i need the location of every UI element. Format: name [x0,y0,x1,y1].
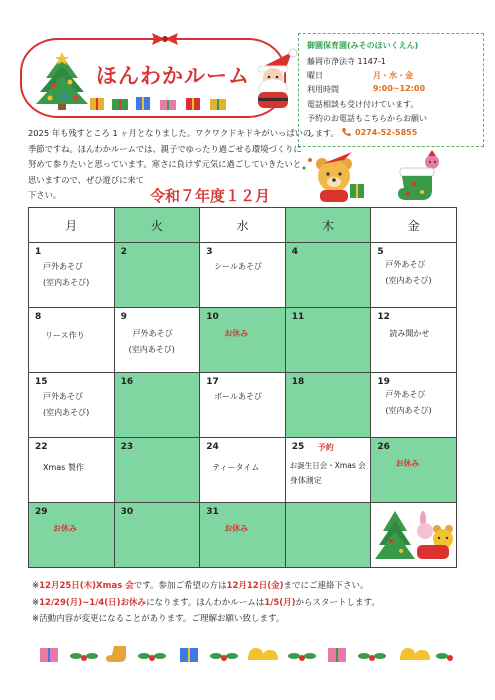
day-number: 26 [377,442,390,452]
calendar-cell [200,373,286,438]
calendar-cell [114,373,200,438]
activity: 戸外あそび [132,329,173,338]
phone-icon [341,127,351,137]
holly-icon [288,653,316,661]
calendar-cell [371,503,457,568]
days-value: 月・水・金 [373,71,413,80]
header-mon: 月 [29,208,115,243]
day-number: 2 [120,247,127,257]
note-2: ※12/29(月)~1/4(日)お休みになります。ほんわかルームは1/5(月)からスタートします。 [32,597,380,608]
activity-note: (室内あそび) [385,276,432,285]
activity-note: (室内あそび) [128,345,175,354]
activity-note: (室内あそび) [385,406,432,415]
day-number: 19 [377,377,390,387]
bear-santa-icon [300,150,370,202]
activity-note: (室内あそび) [43,408,90,417]
day-number: 4 [291,247,299,257]
calendar-cell [114,503,200,568]
day-number: 1 [35,247,42,257]
gift-icon [40,648,58,662]
gift-icon [180,648,198,662]
intro-line-2: 季節ですね。ほんわかルームでは、親子でゆったり過ごせる環境づくりに [28,143,302,154]
activity: ティータイム [212,463,260,472]
activity: 戸外あそび [385,260,426,269]
day-number: 10 [206,312,219,322]
day-number: 22 [35,442,48,452]
intro-line-1: 2025 年も残すところ 1 ヶ月となりました。ワクワクドキドキがいっぱいの [28,128,312,138]
calendar-cell [285,438,371,503]
calendar-cell [285,243,371,308]
day-number: 12 [377,312,390,322]
activity-note: (室内あそび) [43,278,90,287]
calendar-cell [29,373,115,438]
org-name: 御園保育園(みそのほいくえん) [307,41,419,50]
contact-info-box [298,33,484,147]
activity: 戸外あそび [385,390,426,399]
day-number: 16 [120,377,134,387]
header-tue: 火 [114,208,200,243]
ribbon-icon [150,32,180,46]
calendar-cell [200,308,286,373]
activity: リース作り [45,331,85,340]
activity: 読み聞かせ [389,329,430,338]
xmas-animals-icon [373,505,453,563]
calendar-cell [285,373,371,438]
address: 藤岡市浄法寺 1147-1 [307,57,386,66]
calendar-cell [285,308,371,373]
activity-note: 身体測定 [289,476,322,485]
holly-icon [70,653,98,661]
christmas-stocking-icon [392,150,448,204]
stocking-icon [106,646,126,662]
hours-value: 9:00~12:00 [373,84,426,93]
day-number: 15 [35,377,48,387]
intro-line-4: 思いますので、ぜひ遊びに来て [28,174,144,185]
intro-line-3: 努めて参りたいと思っています。寒さに負けず元気に過ごしていきたいと [28,159,302,169]
activity: 戸外あそび [43,392,83,401]
calendar-cell [114,438,200,503]
calendar-cell [200,503,286,568]
holly-icon [210,653,238,661]
calendar-grid [28,207,457,568]
day-number: 5 [377,247,384,257]
christmas-tree-icon [34,52,90,110]
santa-icon [246,48,300,110]
day-number: 11 [291,312,305,322]
calendar-cell [200,243,286,308]
day-number: 25 [291,442,305,452]
day-number: 9 [120,312,127,322]
note-3: ※活動内容が変更になることがあります。ご理解お願い致します。 [32,614,285,624]
hours-label: 利用時間 [307,85,339,94]
calendar-cell [29,308,115,373]
info-line-2: 予約のお電話もこちらからお願い [307,114,427,123]
activity: お誕生日会・Xmas 会 [289,461,366,470]
holly-icon [358,653,386,661]
day-number: 30 [120,507,134,517]
calendar-cell [114,243,200,308]
day-number: 3 [206,247,213,257]
calendar-cell [29,438,115,503]
activity: ボールあそび [214,392,263,401]
days-label: 曜日 [307,71,323,80]
info-line-1: 電話相談も受け付けています。 [307,100,419,109]
header-wed: 水 [200,208,286,243]
activity: Xmas 製作 [43,463,84,472]
notes [32,578,380,628]
activity: シールあそび [214,262,263,271]
calendar-cell [371,373,457,438]
calendar-cell [285,503,371,568]
closed-label: お休み [53,524,77,533]
calendar-cell [371,243,457,308]
phone-number[interactable]: 0274-52-5855 [355,128,418,137]
note-1: ※12月25日(木)Xmas 会です。参加ご希望の方は12月12日(金)までにご連絡下さい。 [32,581,369,591]
header-thu: 木 [285,208,371,243]
activity: 戸外あそび [43,262,83,271]
closed-label: お休み [395,459,420,468]
gift-boxes-icon [90,94,240,110]
calendar-cell [29,243,115,308]
bells-icon [248,648,278,660]
day-number: 29 [35,507,48,517]
bells-icon [400,648,430,660]
holly-icon [436,653,453,661]
calendar-cell [200,438,286,503]
calendar-cell [29,503,115,568]
calendar-cell [371,308,457,373]
info-line-3: します。 [307,129,339,138]
gift-icon [328,648,346,662]
closed-label: お休み [224,329,249,338]
calendar-cell [114,308,200,373]
intro-line-5: 下さい。 [28,190,62,200]
day-number: 23 [120,442,134,452]
footer-decoration [40,640,460,666]
month-title: 令和７年度１２月 [150,187,271,205]
closed-label: お休み [224,524,249,533]
calendar-cell [371,438,457,503]
day-number: 31 [206,507,219,517]
page-title: ほんわかルーム [96,64,250,88]
header-fri: 金 [371,208,457,243]
reservation-tag: 予約 [317,443,334,452]
day-number: 18 [291,377,305,387]
day-number: 17 [206,377,219,387]
holly-icon [138,653,166,661]
day-number: 24 [206,442,219,452]
day-number: 8 [35,312,42,322]
